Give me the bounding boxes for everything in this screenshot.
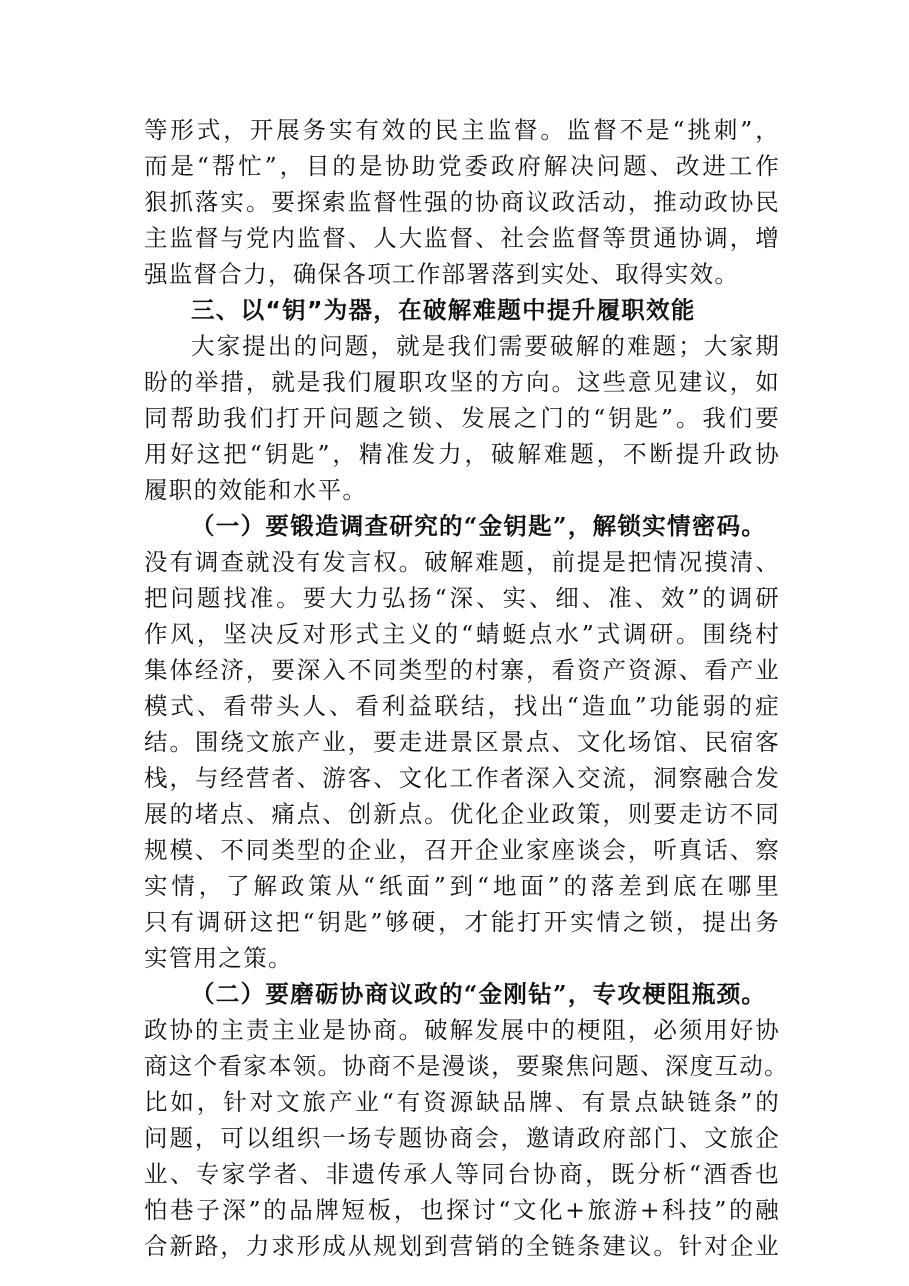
body-line: 强监督合力，确保各项工作部署落到实处、取得实效。 [144, 260, 740, 288]
body-line: 集体经济，要深入不同类型的村寨，看资产资源、看产业 [144, 656, 780, 684]
body-line: 没有调查就没有发言权。破解难题，前提是把情况摸清、 [144, 548, 780, 576]
body-line: 展的堵点、痛点、创新点。优化企业政策，则要走访不同 [144, 800, 780, 828]
body-line: 把问题找准。要大力弘扬“深、实、细、准、效”的调研 [144, 584, 780, 612]
body-line: 商这个看家本领。协商不是漫谈，要聚焦问题、深度互动。 [144, 1052, 789, 1080]
subsection-heading: （二）要磨砺协商议政的“金刚钻”，专攻梗阻瓶颈。 [191, 980, 767, 1008]
body-line: 模式、看带头人、看利益联结，找出“造血”功能弱的症 [144, 692, 780, 720]
body-line: 履职的效能和水平。 [144, 476, 368, 504]
section-heading: 三、以“钥”为器，在破解难题中提升履职效能 [191, 296, 696, 324]
body-line: 等形式，开展务实有效的民主监督。监督不是“挑刺”， [144, 116, 780, 144]
body-line: 结。围绕文旅产业，要走进景区景点、文化场馆、民宿客 [144, 728, 780, 756]
body-line: 作风，坚决反对形式主义的“蜻蜓点水”式调研。围绕村 [144, 620, 780, 648]
body-line: 合新路，力求形成从规划到营销的全链条建议。针对企业 [144, 1232, 780, 1260]
body-line: 狠抓落实。要探索监督性强的协商议政活动，推动政协民 [144, 188, 780, 216]
body-line: 同帮助我们打开问题之锁、发展之门的“钥匙”。我们要 [144, 404, 780, 432]
body-line: 规模、不同类型的企业，召开企业家座谈会，听真话、察 [144, 836, 780, 864]
body-line: 而是“帮忙”，目的是协助党委政府解决问题、改进工作 [144, 152, 780, 180]
body-line: 怕巷子深”的品牌短板，也探讨“文化+旅游+科技”的融 [144, 1196, 780, 1224]
body-line: 大家提出的问题，就是我们需要破解的难题；大家期 [191, 332, 780, 360]
body-line: 实管用之策。 [144, 944, 293, 972]
subsection-heading: （一）要锻造调查研究的“金钥匙”，解锁实情密码。 [191, 512, 767, 540]
body-line: 用好这把“钥匙”，精准发力，破解难题，不断提升政协 [144, 440, 780, 468]
body-line: 比如，针对文旅产业“有资源缺品牌、有景点缺链条”的 [144, 1088, 780, 1116]
body-line: 盼的举措，就是我们履职攻坚的方向。这些意见建议，如 [144, 368, 780, 396]
body-line: 主监督与党内监督、人大监督、社会监督等贯通协调，增 [144, 224, 780, 252]
body-line: 实情，了解政策从“纸面”到“地面”的落差到底在哪里 [144, 872, 780, 900]
document-page [144, 112, 789, 1264]
body-line: 问题，可以组织一场专题协商会，邀请政府部门、文旅企 [144, 1124, 780, 1152]
body-line: 栈，与经营者、游客、文化工作者深入交流，洞察融合发 [144, 764, 780, 792]
body-line: 业、专家学者、非遗传承人等同台协商，既分析“酒香也 [144, 1160, 780, 1188]
body-line: 政协的主责主业是协商。破解发展中的梗阻，必须用好协 [144, 1016, 780, 1044]
body-line: 只有调研这把“钥匙”够硬，才能打开实情之锁，提出务 [144, 908, 780, 936]
